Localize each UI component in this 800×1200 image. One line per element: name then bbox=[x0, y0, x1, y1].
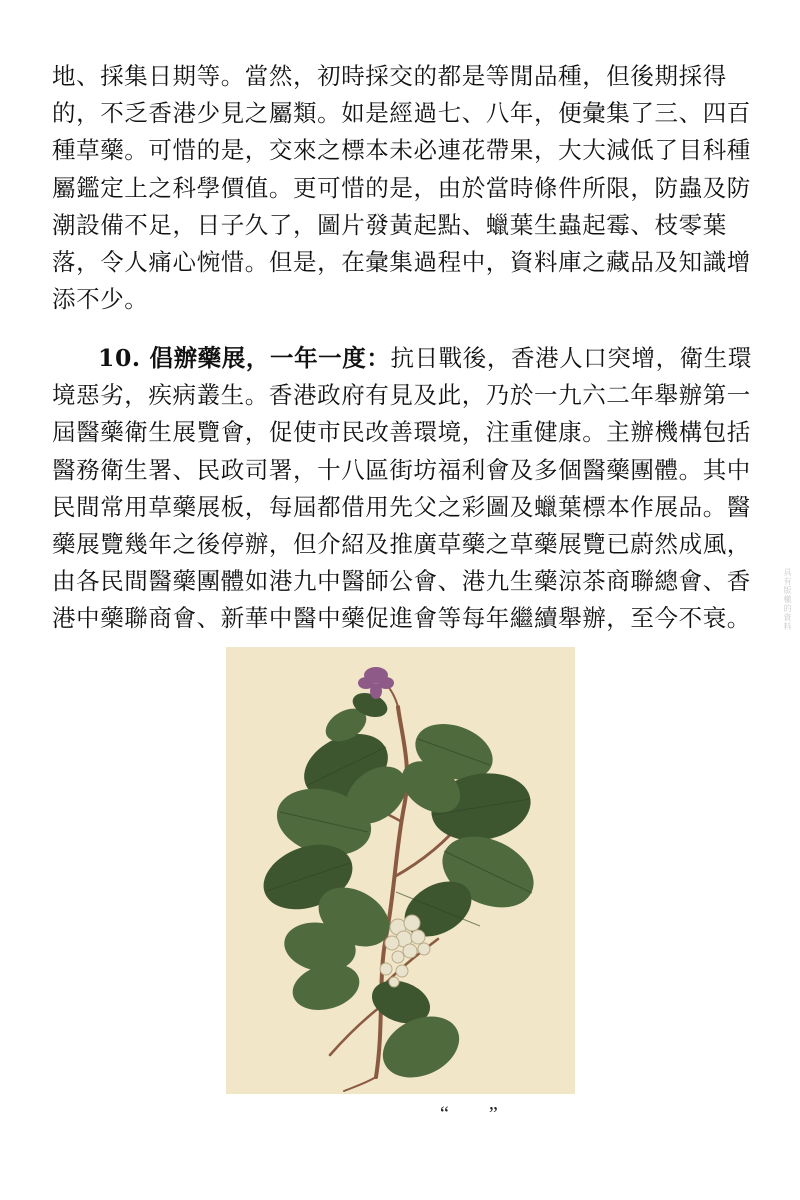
botanical-illustration bbox=[226, 647, 575, 1094]
paragraph-1 bbox=[52, 58, 752, 318]
text-line: 添不少。 bbox=[52, 285, 149, 314]
paragraph-2 bbox=[52, 340, 752, 638]
text-line: 境惡劣，疾病叢生。香港政府有見及此，乃於一九六二年舉辦第一 bbox=[52, 381, 751, 410]
text-line: 民間常用草藥展板，每屆都借用先父之彩圖及蠟葉標本作展品。醫 bbox=[52, 492, 751, 521]
berry bbox=[392, 951, 404, 963]
section-heading bbox=[98, 344, 390, 372]
text-line: 醫務衛生署、民政司署，十八區街坊福利會及多個醫藥團體。其中 bbox=[52, 455, 751, 484]
section-intro-text: 抗日戰後，香港人口突增，衛生環 bbox=[390, 344, 752, 372]
copyright-stamp: 具有版權的資料 bbox=[783, 568, 792, 631]
plant-drawing bbox=[226, 647, 575, 1094]
plant-leaves bbox=[255, 689, 546, 1090]
berry bbox=[418, 943, 430, 955]
berry bbox=[403, 944, 417, 958]
berry bbox=[380, 963, 392, 975]
text-line: 藥展覽幾年之後停辦，但介紹及推廣草藥之草藥展覽已蔚然成風， bbox=[52, 530, 751, 559]
text-line: 港中藥聯商會、新華中醫中藥促進會等每年繼續舉辦，至今不衰。 bbox=[52, 604, 751, 633]
text-line: 潮設備不足，日子久了，圖片發黃起點、蠟葉生蟲起霉、枝零葉 bbox=[52, 210, 727, 239]
text-line: 屬鑑定上之科學價值。更可惜的是，由於當時條件所限，防蟲及防 bbox=[52, 173, 751, 202]
berry bbox=[404, 915, 420, 931]
flower-petal bbox=[370, 683, 382, 699]
figure-caption: “ ” bbox=[440, 1103, 498, 1125]
section-title: 倡辦藥展，一年一度： bbox=[149, 344, 391, 372]
berry bbox=[396, 965, 408, 977]
berry bbox=[389, 977, 399, 987]
section-number: 10. bbox=[98, 344, 141, 372]
text-line: 屆醫藥衛生展覽會，促使市民改善環境，注重健康。主辦機構包括 bbox=[52, 418, 751, 447]
text-line: 由各民間醫藥團體如港九中醫師公會、港九生藥涼茶商聯總會、香 bbox=[52, 567, 751, 596]
text-line: 地、採集日期等。當然，初時採交的都是等閒品種，但後期採得 bbox=[52, 62, 727, 90]
section-heading-line bbox=[52, 340, 752, 377]
text-line: 的，不乏香港少見之屬類。如是經過七、八年，便彙集了三、四百 bbox=[52, 99, 751, 128]
berry bbox=[385, 936, 399, 950]
text-line: 種草藥。可惜的是，交來之標本未必連花帶果，大大減低了目科種 bbox=[52, 136, 751, 165]
leaf bbox=[287, 957, 364, 1017]
berry bbox=[411, 930, 425, 944]
text-line: 落，令人痛心惋惜。但是，在彙集過程中，資料庫之藏品及知識增 bbox=[52, 248, 751, 277]
